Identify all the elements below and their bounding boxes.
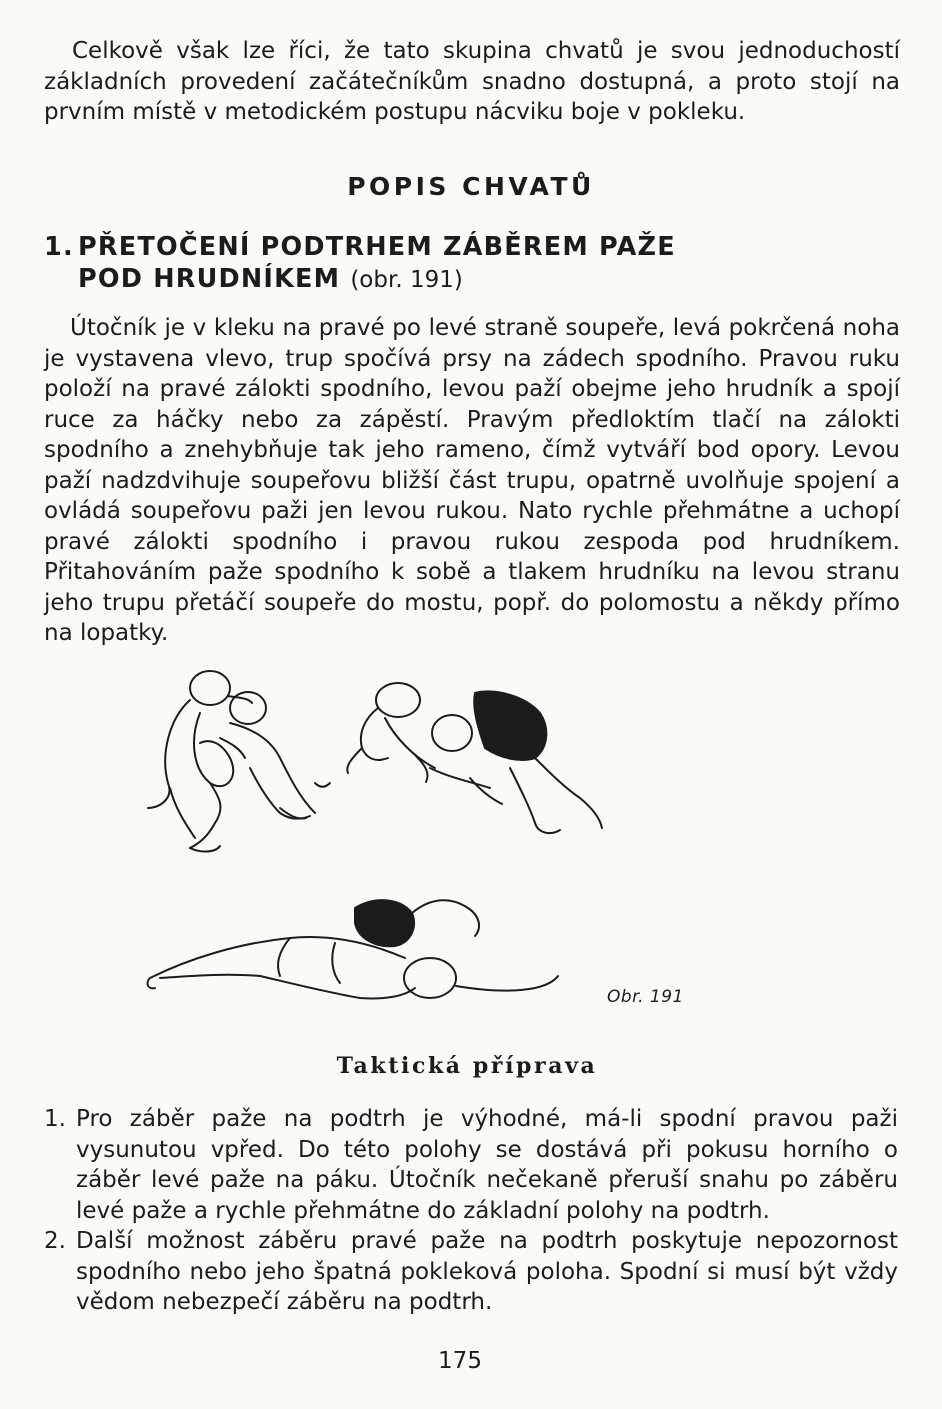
technique-title: [44, 231, 900, 296]
tactics-heading: Taktická příprava: [336, 1053, 598, 1079]
section-heading: POPIS CHVATŮ: [347, 172, 595, 201]
tactics-list: [44, 1104, 898, 1318]
technique-title-line1: PŘETOČENÍ PODTRHEM ZÁBĚREM PAŽE: [78, 232, 676, 262]
illustration-panel-3: [148, 900, 558, 998]
list-item: [44, 1104, 898, 1226]
intro-text: Celkově však lze říci, že tato skupina chvatů je svou jednoduchostí základních provedení začátečníkům snadno dostupná, a proto stojí na prvním místě v metodickém postupu nácviku boje v pokleku.: [44, 38, 900, 125]
page-number: 175: [438, 1348, 482, 1374]
list-item-text: Další možnost záběru pravé paže na podtrh poskytuje nepozornost spodního nebo jeho špatná pokleková poloha. Spodní si musí být vždy vědom nebezpečí záběru na podtrh.: [76, 1228, 898, 1315]
illustration-panel-2: [347, 683, 602, 833]
list-item: [44, 1226, 898, 1318]
technique-description: [44, 313, 900, 649]
figure-reference: (obr. 191): [350, 267, 463, 293]
technique-number: 1.: [44, 232, 74, 262]
list-item-number: 2.: [44, 1228, 66, 1254]
wrestling-drawing: [130, 658, 650, 1020]
technique-description-text: Útočník je v kleku na pravé po levé straně soupeře, levá pokrčená noha je vystavena vlevo, trup spočívá prsy na zádech spodního. Pravou ruku položí na pravé zálokti spodního, levou paží obejme jeho hrudník a spojí ruce za háčky nebo za zápěstí. Pravým předloktím tlačí na zálokti spodního a znehybňuje tak jeho rameno, čímž vytváří bod opory. Levou paží nadzdvihuje soupeřovu bližší část trupu, opatrně uvolňuje spojení a ovládá soupeřovu paži jen levou rukou. Nato rychle přehmátne a uchopí pravé zálokti spodního i pravou rukou zespoda pod hrudníkem. Přitahováním paže spodního k sobě a tlakem hrudníku na levou stranu jeho trupu přetáčí soupeře do mostu, popř. do polomostu a někdy přímo na lopatky.: [44, 315, 900, 646]
list-item-text: Pro záběr paže na podtrh je výhodné, má-li spodní pravou paži vysunutou vpřed. Do této polohy se dostává při pokusu horního o záběr levé paže na páku. Útočník nečekaně přeruší snahu po záběru levé paže a rychle přehmátne do základní polohy na podtrh.: [76, 1106, 898, 1224]
technique-title-line2: POD HRUDNÍKEM: [78, 264, 341, 294]
intro-paragraph: [44, 36, 900, 128]
list-item-number: 1.: [44, 1106, 66, 1132]
figure-caption: Obr. 191: [607, 987, 684, 1007]
wrestling-illustration: [130, 658, 650, 1020]
illustration-panel-1: [148, 671, 330, 852]
